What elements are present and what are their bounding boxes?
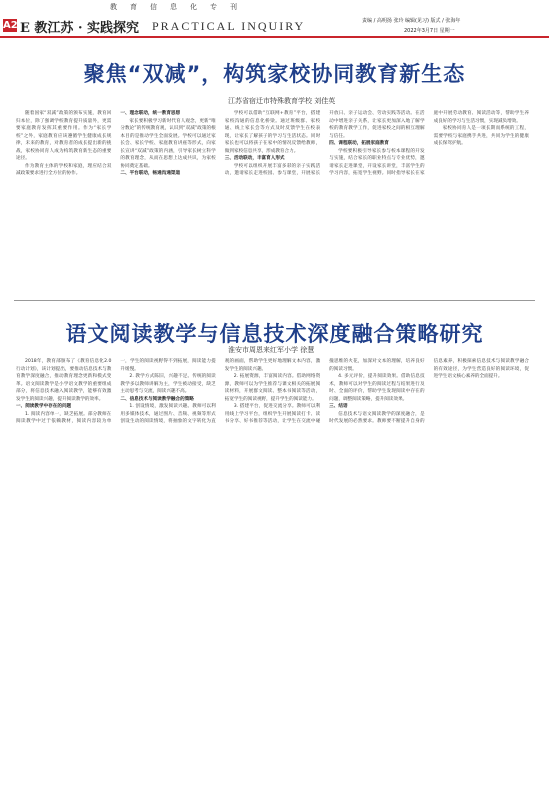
page-header [0,16,549,36]
paragraph: 1. 阅读内容单一，缺乏拓展。部分教师在阅读教学中过于依赖教材，阅读内容较为单一，学生的阅读视野得不到拓展，阅读能力提升缓慢。 [16,359,216,424]
subheading: 二、平台联动，畅通沟通渠道 [120,171,181,176]
subheading: 三、活动联动，丰富育人形式 [224,156,285,161]
paragraph: 学校可以借助“互联网+教育”平台，搭建家校沟通的信息化桥梁。通过班级群、家校通、线上家长会等方式及时反馈学生在校表现，让家长了解孩子的学习与生活状态。同时家长也可以将孩子在家中的情况反馈给教师，做到家校信息共享，形成教育合力。 [224,111,321,154]
issue-date: 2022年3月7日 星期一 [404,28,455,34]
paragraph: 4. 多元评价，提升阅读效果。借助信息技术，教师可以对学生的阅读过程与结果进行及时、全面的评价，帮助学生发现阅读中存在的问题，调整阅读策略，提升阅读效果。 [329,374,425,402]
section-subtitle: PRACTICAL INQUIRY [152,19,306,33]
paragraph: 家校协同育人是一项长期而系统的工程，需要学校与家庭携手共进，共同为学生的健康成长保驾护航。 [433,126,529,146]
page-number: A2 [3,20,18,31]
article2-author: 淮安市周恩来红军小学 徐慧 [228,346,315,354]
section-title: E 教江苏 · 实践探究 [20,21,140,36]
paragraph: 2018年，教育部颁布了《教育信息化2.0行动计划》，该计划提出，要推动信息技术与教育教学深度融合，推动教育理念更新和模式变革。语文阅读教学是小学语文教学的重要组成部分，将信息技术融入阅读教学，能够有效激发学生的阅读兴趣，提升阅读教学的效率。 [16,359,112,402]
subheading: 四、课程联动，拓展家庭教育 [329,141,389,146]
article1-title: 聚焦“双减”，构筑家校协同教育新生态 [83,62,466,86]
newspaper-banner: 教育信息化专刊 [110,3,250,11]
subheading: 二、信息技术与阅读教学融合的策略 [120,396,194,402]
paragraph: 3. 搭建平台，促进交流分享。教师可以利用线上学习平台，组织学生开展阅读打卡、读书分享、好书推荐等活动，让学生在交流中碰撞思维的火花，加深对文本的理解，培养良好的阅读习惯。 [224,359,425,424]
paragraph: 作为教育主体的学校和家庭，理应结合双减政策要求进行全方位的协作。 [16,163,112,176]
header-rule [0,36,549,38]
editor-info: 责编 / 高明扬 张玲 编辑(见习) 版式 / 张海年 [362,18,461,24]
page-top [0,0,549,12]
paragraph: 1. 创设情境，激发阅读兴趣。教师可以利用多媒体技术，通过图片、音频、视频等形式创设生动的阅读情境，将抽象的文字转化为直观的画面，帮助学生更好地理解文本内容，激发学生的阅读兴趣。 [120,359,321,424]
paragraph: 2. 拓展资源，丰富阅读内容。借助网络资源，教师可以为学生推荐与课文相关的拓展阅读材料，开展群文阅读、整本书阅读等活动，拓宽学生的阅读视野，提升学生的阅读能力。 [224,374,321,402]
article2-title: 语文阅读教学与信息技术深度融合策略研究 [65,322,484,346]
article1-body [16,110,529,296]
paragraph: 2. 教学方式陈旧，兴趣不足。传统的阅读教学多以教师讲解为主，学生被动接受，缺乏主动思考与交流，阅读兴趣不高。 [120,374,216,394]
subheading: 一、理念联动，统一教育思想 [120,111,181,116]
article1-author: 江苏省宿迁市特殊教育学校 刘佳英 [228,97,336,105]
paragraph: 学校要积极引导家长参与校本课程的开发与实施，结合家长的职业特点与专业优势，邀请家长走进课堂，开设家长讲堂，丰富学生的学习内容，拓宽学生视野。同时指导家长在家庭中开展劳动教育、阅读活动等，帮助学生养成良好的学习与生活习惯，实现减负增效。 [329,111,529,176]
paragraph: 家长要积极学习新时代育人观念，更新“唯分数论”的传统教育观，认识到“双减”政策的根本目的是推动学生全面发展。学校可以通过家长会、家长学校、家庭教育讲座等形式，向家长宣讲“双减”政策的内涵，引导家长树立科学的教育理念，从而在思想上达成共识，为家校协同奠定基础。 [120,118,216,169]
article-divider [14,300,535,301]
subheading: 一、阅读教学中存在的问题 [16,404,72,409]
article2-body [16,358,529,788]
paragraph: 随着国家“双减”政策的颁布实施，教育回归本位，除了强调学校教育提升质量外，更需要家庭教育发挥其重要作用。作为“家长学校”之外，家庭教育应该遵循学生健康成长规律，未来的教育，对教育者的成长提出新的挑战，家校协同育人成为构筑教育新生态的重要途径。 [16,111,112,161]
paragraph: 信息技术与语文阅读教学的深度融合，是时代发展的必然要求。教师要不断提升自身的信息素养，积极探索信息技术与阅读教学融合的有效途径，为学生营造良好的阅读环境，促进学生语文核心素养的全面提升。 [329,359,529,424]
paragraph: 学校可以组织开展丰富多彩的亲子实践活动，邀请家长走进校园、参与课堂，开展家长开放日、亲子运动会、劳动实践等活动。在活动中增进亲子关系，让家长更加深入地了解学校的教育教学工作，促进家校之间的相互理解与信任。 [224,111,425,176]
subheading: 三、结语 [329,404,348,409]
